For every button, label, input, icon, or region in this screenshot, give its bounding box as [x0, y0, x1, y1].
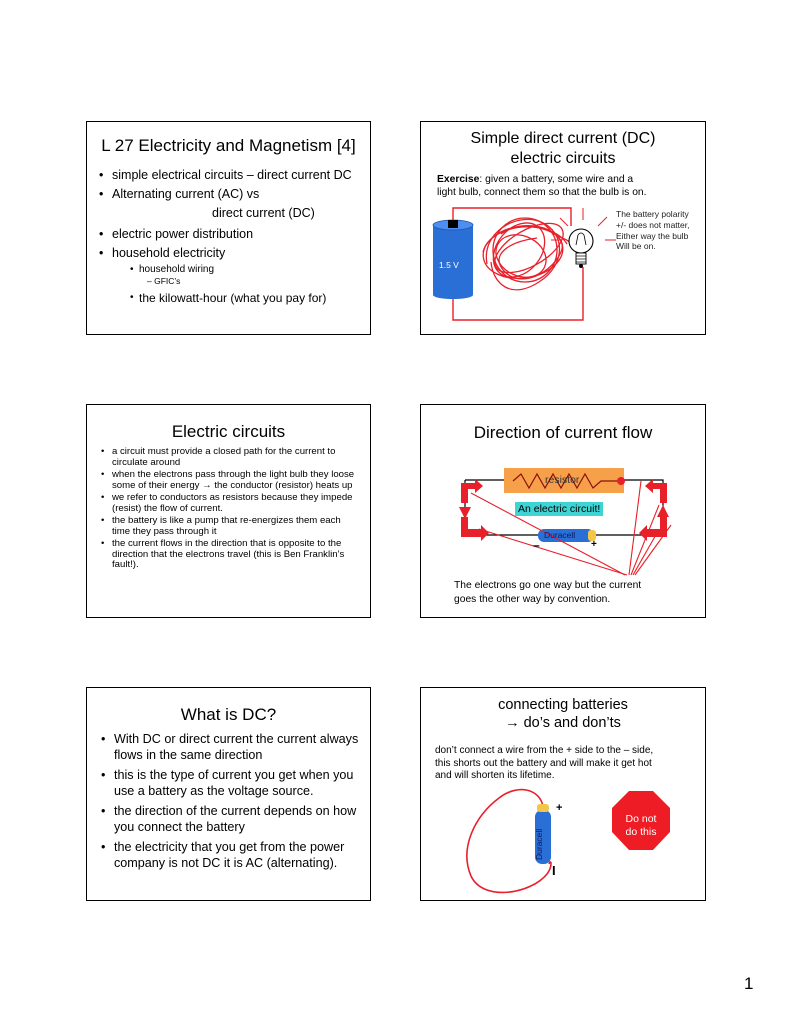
slide-5-bullets: [101, 732, 361, 871]
slide-3-bullets: [101, 447, 357, 571]
bullet-item: • a circuit must provide a closed path for the current to circulate around: [101, 447, 357, 468]
polarity-note-line: The battery polarity: [616, 209, 689, 219]
slide-6: [420, 687, 706, 901]
slide-2-title-line-2: electric circuits: [510, 150, 616, 167]
sub-sub-bullet: – GFIC’s: [147, 276, 181, 286]
bullet-item: • electric power distribution: [99, 227, 367, 241]
stop-sign-line: do this: [625, 826, 657, 838]
plus-label: +: [556, 802, 563, 814]
sub-bullet: household wiring: [139, 264, 215, 275]
polarity-note-line: Either way the bulb: [616, 230, 689, 241]
slide-3: [86, 404, 371, 618]
stop-sign-line: Do not: [625, 813, 657, 825]
page-number: 1: [744, 974, 754, 993]
caption-line: goes the other way by convention.: [454, 594, 611, 605]
slide-1: L 27 Electricity and Magnetism [4] • simple electrical circuits – direct current DC • Alternating current (AC) vs direct current (DC) • electric power distribution • household electricity • household wiring – GFIC’s • the kilowatt-hour (what you pay for): [86, 121, 371, 335]
sub-bullet: the kilowatt-hour (what you pay for): [139, 291, 327, 305]
bullet-item: • household electricity: [99, 246, 367, 260]
exercise-label: Exercise: [437, 174, 480, 185]
slide-2: [420, 121, 706, 335]
battery-brand-label: Duracell: [544, 530, 576, 540]
minus-label: –: [533, 538, 540, 552]
plus-label: +: [591, 539, 597, 550]
bullet-item: • when the electrons pass through the light bulb they loose some of their energy → the conductor (resistor) heats up: [101, 470, 357, 491]
bullet-continuation: direct current (DC): [212, 206, 315, 220]
bullet-item: • simple electrical circuits – direct current DC: [99, 168, 367, 182]
slide-6-title-line-1: connecting batteries: [498, 697, 628, 713]
slide-4-title: Direction of current flow: [473, 423, 653, 442]
slide-5-title: What is DC?: [180, 705, 277, 724]
bullet-item: • the current flows in the direction that is opposite to the direction that the electrons travel (this is Ben Franklin’s fault!).: [101, 539, 357, 571]
slide-1-bullets: [99, 168, 367, 201]
resistor-label: resistor: [545, 474, 580, 486]
slide-2-title-line-1: Simple direct current (DC): [470, 130, 656, 147]
slide-4: [420, 404, 706, 618]
slide-5: [86, 687, 371, 901]
battery-voltage-label: 1.5 V: [439, 260, 459, 270]
warning-text-line: and will shorten its lifetime.: [435, 770, 555, 781]
warning-text-line: don’t connect a wire from the + side to the – side,: [435, 745, 654, 756]
bullet-item: • the electricity that you get from the power company is not DC it is AC (alternating).: [101, 840, 361, 871]
circuit-label: An electric circuit!: [515, 502, 603, 516]
bullet-item: • we refer to conductors as resistors because they impede (resist) the flow of current.: [101, 493, 357, 514]
short-circuit-diagram: [421, 688, 707, 902]
polarity-note-line: +/- does not matter,: [616, 219, 690, 230]
exercise-text: light bulb, connect them so that the bulb is on.: [437, 187, 647, 198]
battery-brand-label: Duracell: [534, 828, 544, 860]
polarity-note-line: Will be on.: [616, 241, 656, 252]
minus-label: I: [552, 863, 556, 878]
exercise-text: : given a battery, some wire and a: [479, 174, 634, 185]
bullet-item: • With DC or direct current the current always flows in the same direction: [101, 732, 361, 763]
slide-1-title: L 27 Electricity and Magnetism [4]: [101, 136, 356, 155]
slide-6-title-line-2: → do’s and don’ts: [505, 715, 621, 731]
bullet-item: • Alternating current (AC) vs: [99, 187, 367, 201]
slide-3-title: Electric circuits: [171, 422, 286, 441]
warning-text-line: this shorts out the battery and will make it get hot: [435, 757, 652, 769]
slide-1-bullets-2: [99, 227, 367, 260]
bullet-item: • this is the type of current you get when you use a battery as the voltage source.: [101, 768, 361, 799]
bullet-item: • the direction of the current depends on how you connect the battery: [101, 804, 361, 835]
caption-line: The electrons go one way but the current: [454, 580, 642, 591]
bullet-item: • the battery is like a pump that re-energizes them each time they pass through it: [101, 516, 357, 537]
stop-sign-text: [612, 813, 670, 839]
